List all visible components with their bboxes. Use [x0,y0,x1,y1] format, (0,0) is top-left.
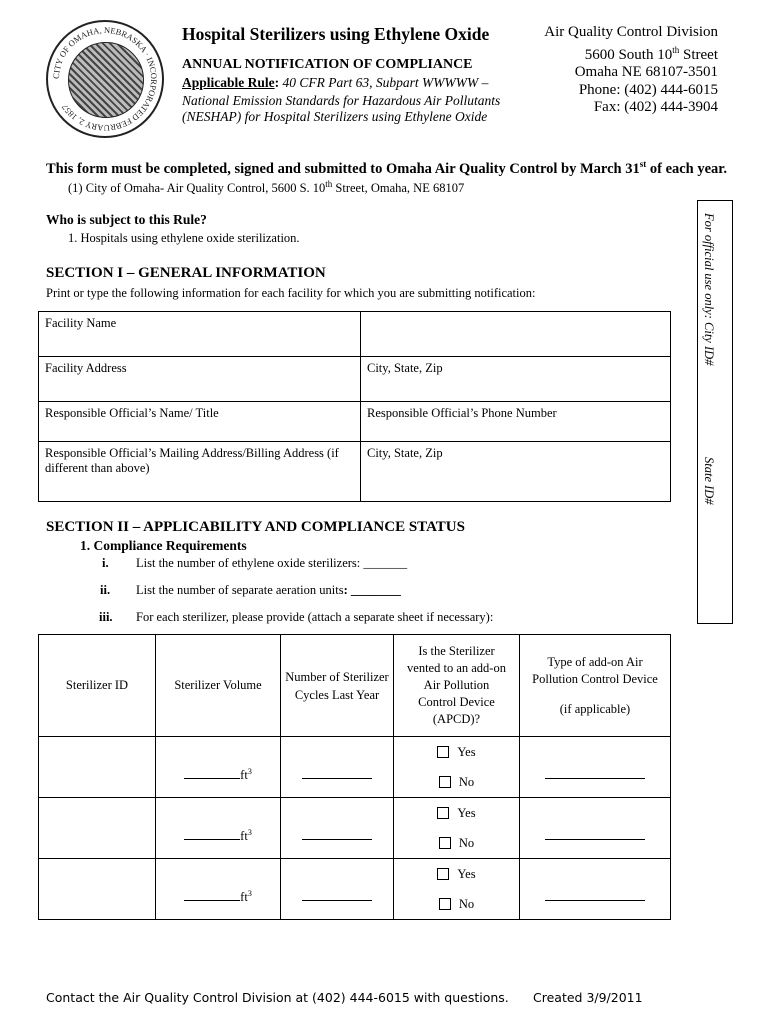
cycles-cell[interactable] [281,798,394,859]
division-city: Omaha NE 68107-3501 [574,64,718,80]
item-ii-num: ii. [100,583,111,597]
col-sterilizer-id: Sterilizer ID [39,635,156,737]
apcd-cell [394,737,520,798]
no-checkbox[interactable] [439,898,451,910]
section-1-instruction: Print or type the following information for each facility for which you are submitting notification: [46,286,536,300]
col-apcd-type: Type of add-on Air Pollution Control Device (if applicable) [520,635,671,737]
facility-name-field[interactable]: Facility Name [39,312,361,357]
rule-description-2: (NESHAP) for Hospital Sterilizers using Ethylene Oxide [182,109,488,124]
sterilizer-id-cell[interactable] [39,798,156,859]
official-phone-field[interactable]: Responsible Official’s Phone Number [361,402,671,442]
form-title: Hospital Sterilizers using Ethylene Oxide [182,24,490,44]
submission-address: (1) City of Omaha- Air Quality Control, 5600 S. 10th Street, Omaha, NE 68107 [68,179,465,196]
yes-checkbox[interactable] [437,746,449,758]
submission-deadline: This form must be completed, signed and submitted to Omaha Air Quality Control by March 31st of each year. [46,159,728,177]
col-apcd: Is the Sterilizer vented to an add-on Air Pollution Control Device (APCD)? [394,635,520,737]
yes-option[interactable]: Yes [394,798,519,828]
official-use-box [697,200,733,624]
apcd-type-cell[interactable] [520,859,671,920]
cycles-cell[interactable] [281,859,394,920]
no-checkbox[interactable] [439,837,451,849]
table-row [39,737,671,798]
applicable-rule [182,75,488,91]
item-iii-num: iii. [99,610,113,624]
division-phone: Phone: (402) 444-6015 [578,81,718,98]
compliance-requirements-heading: 1. Compliance Requirements [80,538,247,553]
col-sterilizer-volume: Sterilizer Volume [156,635,281,737]
item-iii-text: For each sterilizer, please provide (attach a separate sheet if necessary): [136,610,494,624]
no-option[interactable]: No [394,889,519,919]
official-use-label: For official use only: City ID# [702,213,716,366]
no-option[interactable]: No [394,767,519,797]
footer-created-date: Created 3/9/2011 [533,990,643,1005]
state-id-label: State ID# [702,457,716,505]
facility-city-field[interactable]: City, State, Zip [361,357,671,402]
facility-name-value[interactable] [361,312,671,357]
aeration-count-field[interactable]: List the number of separate aeration units: ________ [136,583,401,597]
who-heading: Who is subject to this Rule? [46,212,207,227]
official-name-field[interactable]: Responsible Official’s Name/ Title [39,402,361,442]
city-seal [46,20,164,138]
sterilizer-id-cell[interactable] [39,859,156,920]
sterilizer-id-cell[interactable] [39,737,156,798]
yes-checkbox[interactable] [437,868,449,880]
who-item-1: 1. Hospitals using ethylene oxide sterilization. [68,231,300,245]
no-checkbox[interactable] [439,776,451,788]
section-2-heading: SECTION II – APPLICABILITY AND COMPLIANCE STATUS [46,519,465,535]
seal-emblem [68,42,144,118]
rule-colon: : [274,75,280,90]
volume-cell[interactable]: $ft^3$ [156,737,281,798]
rule-value: 40 CFR Part 63, Subpart WWWWW – [279,75,489,90]
mailing-address-field[interactable]: Responsible Official’s Mailing Address/Billing Address (if different than above) [39,442,361,502]
sterilizer-table-header [39,635,671,737]
form-subtitle: ANNUAL NOTIFICATION OF COMPLIANCE [182,57,473,72]
cycles-cell[interactable] [281,737,394,798]
division-street: 5600 South 10th Street [584,44,718,63]
apcd-type-cell[interactable] [520,737,671,798]
footer-contact: Contact the Air Quality Control Division at (402) 444-6015 with questions. [46,990,509,1005]
division-fax: Fax: (402) 444-3904 [593,99,718,115]
apcd-cell [394,859,520,920]
item-i-num: i. [102,556,109,570]
sterilizer-table [38,634,671,920]
table-row [39,798,671,859]
yes-option[interactable]: Yes [394,737,519,767]
apcd-type-cell[interactable] [520,798,671,859]
yes-checkbox[interactable] [437,807,449,819]
svg-text:CITY OF OMAHA, NEBRASKA · INCO: CITY OF OMAHA, NEBRASKA · INCORPORATED FEBRUARY 2, 1857 [50,24,160,134]
volume-cell[interactable]: $ft^3$ [156,859,281,920]
table-row [39,859,671,920]
facility-address-field[interactable]: Facility Address [39,357,361,402]
col-cycles: Number of Sterilizer Cycles Last Year [281,635,394,737]
division-address [544,24,718,117]
sterilizer-count-field[interactable]: List the number of ethylene oxide sterilizers: _______ [136,556,408,570]
volume-cell[interactable]: $ft^3$ [156,798,281,859]
apcd-cell [394,798,520,859]
section-1-heading: SECTION I – GENERAL INFORMATION [46,265,326,281]
yes-option[interactable]: Yes [394,859,519,889]
general-info-table [38,311,671,502]
division-name: Air Quality Control Division [544,24,718,40]
rule-description-1: National Emission Standards for Hazardous Air Pollutants [182,93,501,108]
no-option[interactable]: No [394,828,519,858]
rule-label: Applicable Rule [182,75,275,90]
mailing-city-field[interactable]: City, State, Zip [361,442,671,502]
